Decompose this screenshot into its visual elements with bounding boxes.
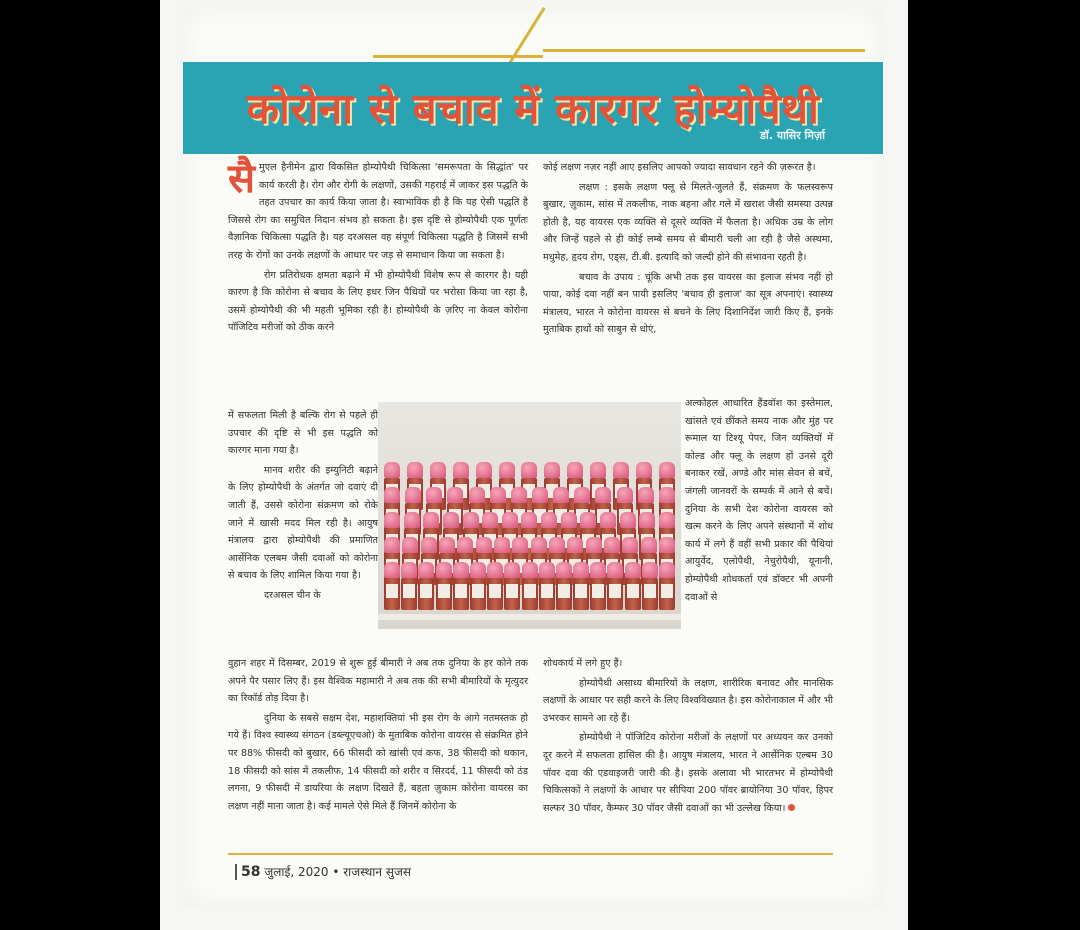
- decorative-line: [373, 55, 543, 58]
- bottle-icon: [607, 562, 623, 610]
- bottle-icon: [453, 562, 469, 610]
- bottle-icon: [539, 562, 555, 610]
- right-column-top: [543, 159, 833, 341]
- paragraph: दुनिया के सबसे सक्षम देश, महाशक्तियां भी इस रोग के आगे नतमस्तक हो गये हैं। विश्व स्वास्थ्य संगठन (डब्ल्यूएचओ) के मुताबिक कोरोना वायरस से संक्रमित होने पर 88% फीसदी को बुखार, 66 फीसदी को खांसी एवं कफ, 38 फीसदी को थकान, 18 फीसदी को सांस में तकलीफ, 14 फीसदी को शरीर व सिरदर्द, 11 फीसदी को ठंड लगना, 9 फीसदी में डायरिया के लक्षण दिखते हैं, बहता ज़ुकाम कोरोना वायरस का लक्षण नहीं माना जाता है। कई मामले ऐसे मिले हैं जिनमें कोरोना के: [228, 712, 528, 812]
- paragraph: वुहान शहर में दिसम्बर, 2019 से शुरू हुई बीमारी ने अब तक दुनिया के हर कोने तक अपने पैर पसार लिए हैं। इस वैश्विक महामारी ने अब तक की सभी बीमारियों के मृत्युदर का रिकॉर्ड तोड़ दिया है।: [228, 658, 528, 705]
- page-number: 58: [235, 864, 260, 880]
- article-author: डॉ. यासिर मिर्ज़ा: [759, 129, 825, 142]
- drop-cap: सै: [228, 156, 256, 202]
- bottle-icon: [470, 562, 486, 610]
- bottle-icon: [659, 562, 675, 610]
- bottle-icon: [590, 562, 606, 610]
- paragraph: होम्योपैथी असाध्य बीमारियों के लक्षण, शारीरिक बनावट और मानसिक लक्षणों के आधार पर सही करने के लिए विश्वविख्यात है। इस कोरोनाकाल में और भी उभरकर सामने आ रहे हैं।: [543, 677, 833, 724]
- homeopathy-bottles-photo: [378, 402, 681, 629]
- bottle-icon: [573, 562, 589, 610]
- left-column-top: [228, 156, 528, 339]
- paragraph: मानव शरीर की इम्युनिटी बढ़ाने के लिए होम्योपैथी के अंतर्गत जो दवाएं दी जाती हैं, उससे कोरोना संक्रमण को रोके जाने में खासी मदद मिल रही है। आयुष मंत्रालय द्वारा होम्योपैथी की प्रमाणित आर्सेनिक एलबम जैसी दवाओं को कोरोना से बचाव के लिए शामिल किया गया है।: [228, 464, 378, 582]
- paragraph: बचाव के उपाय : चूंकि अभी तक इस वायरस का इलाज संभव नहीं हो पाया, कोई दवा नहीं बन पायी इसलिए 'बचाव ही इलाज' का सूत्र अपनाएं। स्वास्थ्य मंत्रालय, भारत ने कोरोना वायरस से बचने के लिए दिशानिर्देश जारी किए हैं, इनके मुताबिक हाथों को साबुन से धोएं,: [543, 271, 833, 336]
- footer-text: जुलाई, 2020 • राजस्थान सुजस: [264, 865, 411, 879]
- paragraph: कोई लक्षण नज़र नहीं आए इसलिए आपको ज्यादा सावधान रहने की ज़रूरत है।: [543, 162, 816, 173]
- bottle-icon: [487, 562, 503, 610]
- left-column-bottom: [228, 655, 528, 817]
- bottle-icon: [522, 562, 538, 610]
- article-title: कोरोना से बचाव में कारगर होम्योपैथी: [246, 84, 820, 133]
- paragraph: शोधकार्य में लगे हुए हैं।: [543, 658, 623, 669]
- magazine-page: [183, 7, 883, 907]
- paragraph: अल्कोहल आधारित हैंडवॉश का इस्तेमाल, खांसते एवं छींकते समय नाक और मुंह पर रूमाल या टिश्यू पेपर, जिन व्यक्तियों में कोल्ड और फ्लू के लक्षण हों उनसे दूरी बनाकर रखें, अण्डे और मांस सेवन से बचें, जंगली जानवरों के सम्पर्क में आने से बचें। दुनिया के सभी देश कोरोना वायरस को खत्म करने के लिए अपने संस्थानों में शोध कार्य में लगे हैं वहीं सभी प्रकार की पैथियां आयुर्वेद, एलोपैथी, नेचुरोपैथी, यूनानी, होम्योपैथी शोधकर्ता एवं डॉक्टर भी अपनी दवाओं से: [685, 398, 833, 603]
- decorative-line: [543, 49, 865, 52]
- bottle-icon: [384, 562, 400, 610]
- bottle-icon: [625, 562, 641, 610]
- bottle-icon: [504, 562, 520, 610]
- bottle-icon: [418, 562, 434, 610]
- paragraph: रोग प्रतिरोधक क्षमता बढ़ाने में भी होम्योपैथी विशेष रूप से कारगर है। यही कारण है कि कोरोना से बचाव के लिए इधर जिन पैथियों पर भरोसा किया जा रहा है, उसमें होम्योपैथी की भी महती भूमिका रही है। होम्योपैथी के ज़रिए ना केवल कोरोना पॉजिटिव मरीजों को ठीक करने: [228, 269, 528, 334]
- footer-rule: [228, 853, 833, 855]
- end-mark-icon: [788, 804, 795, 811]
- paragraph: लक्षण : इसके लक्षण फ्लू से मिलते-जुलते हैं, संक्रमण के फलस्वरूप बुखार, ज़ुकाम, सांस में तकलीफ, नाक बहना और गले में खराश जैसी समस्या उत्पन्न होती है, यह वायरस एक व्यक्ति से दूसरे व्यक्ति में फैलता है। अधिक उम्र के लोग और जिन्हें पहले से ही कोई लम्बे समय से बीमारी चली आ रही है जैसे अस्थमा, मधुमेह, हृदय रोग, एड्स, टी.बी. इत्यादि को जल्दी होने की संभावना रहती है।: [543, 181, 833, 263]
- paragraph: में सफलता मिली है बल्कि रोग से पहले ही उपचार की दृष्टि से भी इस पद्धति को कारगर माना गया है।: [228, 410, 378, 457]
- left-column-narrow: [228, 407, 378, 607]
- right-column-narrow: [685, 395, 833, 608]
- bottle-icon: [642, 562, 658, 610]
- bottle-icon: [436, 562, 452, 610]
- right-column-bottom: [543, 655, 833, 819]
- paragraph: सैमुएल हैनीमेन द्वारा विकसित होम्योपैथी चिकित्सा 'समरूपता के सिद्धांत' पर कार्य करती है। रोग और रोगी के लक्षणों, उसकी गहराई में जाकर इस पद्धति के तहत उपचार का कार्य किया जाता है। स्वाभाविक ही है कि यह ऐसी पद्धति है जिससे रोग का समुचित निदान संभव हो सकता है। इस दृष्टि से होम्योपैथी एक पूर्णतः वैज्ञानिक चिकित्सा पद्धति है। यह दरअसल वह संपूर्ण चिकित्सा पद्धति है जिसमें सभी तरह के रोगों का उनके लक्षणों के आधार पर जड़ से समाधान किया जा सकता है।: [228, 156, 528, 261]
- shelf: [378, 614, 681, 620]
- bottle-row: [384, 562, 675, 610]
- paragraph: दरअसल चीन के: [264, 589, 321, 601]
- bottle-icon: [401, 562, 417, 610]
- paragraph: होम्योपैथी ने पॉजिटिव कोरोना मरीजों के लक्षणों पर अध्ययन कर उनको दूर करने में सफलता हासिल की है। आयुष मंत्रालय, भारत ने आर्सेनिक एल्बम 30 पॉवर दवा की एडवाइजरी जारी की है। इसके अलावा भी भारतभर में होम्योपैथी चिकित्सकों ने लक्षणों के आधार पर सीपिया 200 पॉवर ब्रायोनिया 30 पॉवर, हिपर सल्फर 30 पॉवर, कैम्फर 30 पॉवर जैसी दवाओं का भी उल्लेख किया।: [543, 732, 833, 814]
- page-footer: [235, 863, 411, 880]
- bottle-icon: [556, 562, 572, 610]
